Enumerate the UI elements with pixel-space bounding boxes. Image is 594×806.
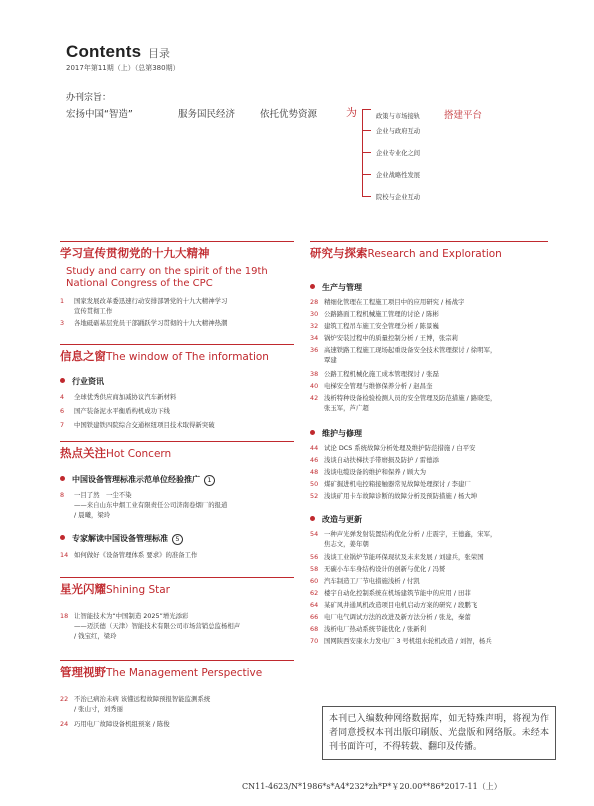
- section-divider: [310, 241, 548, 242]
- list-item[interactable]: 30 公路路面工程机械施工管理的讨论 / 陈彬: [310, 310, 439, 318]
- list-item[interactable]: 42 浅析特种设备检验检测人员的安全管理及防范措施 / 路晓雯， 张玉军，芦广超: [310, 394, 497, 412]
- bullet-icon: [310, 516, 315, 521]
- section-title-research: 研究与探索Research and Exploration: [310, 246, 502, 260]
- list-item[interactable]: 50 煤矿掘进机电控箱接触器常见故障处理探讨 / 李建厂: [310, 480, 471, 488]
- category-heading: 维护与修理: [310, 428, 362, 439]
- section-title-info-window: 信息之窗The window of The information: [60, 349, 269, 363]
- list-item[interactable]: 54 一种声光弹发射装置结构优化分析 / 庄震宇，王德鑫，宋军， 焦志文，姜年朝: [310, 530, 497, 548]
- list-item[interactable]: 4 全球优秀供应商加减协议汽车新材料: [60, 393, 177, 401]
- list-item[interactable]: 3 各地砥砺基层党员干部踊跃学习贯彻的十九大精神热潮: [60, 319, 228, 327]
- list-item[interactable]: 22 不治已病治未病 该懂远程故障预报智能监测系统 / 张山寸，刘秀丽: [60, 695, 211, 713]
- bullet-icon: [60, 476, 65, 481]
- slogan-part-3: 依托优势资源: [260, 109, 318, 120]
- section-divider: [60, 344, 294, 345]
- publication-code: CN11-4623/N*1986*s*A4*232*zh*P*￥20.00**86*2017-11（上）: [242, 782, 502, 791]
- list-item[interactable]: 52 浅谈矿用卡车故障诊断的故障分析及预防措施 / 杨大坤: [310, 492, 478, 500]
- branch-item: 企业与政府互动: [376, 128, 421, 135]
- section-divider: [60, 241, 294, 242]
- list-item[interactable]: 24 巧用电厂故障设备机组预案 / 陈俊: [60, 720, 170, 728]
- list-item[interactable]: 66 电厂电气调试方法的改进及新方法分析 / 张龙，秦蕾: [310, 613, 471, 621]
- bullet-icon: [60, 378, 65, 383]
- slogan-part-2: 服务国民经济: [178, 109, 236, 120]
- list-item[interactable]: 62 楼宇自动化控制系统在机场建筑节能中的应用 / 田菲: [310, 589, 471, 597]
- section-title-hot-concern: 热点关注Hot Concern: [60, 446, 172, 460]
- build-platform-text: 搭建平台: [444, 110, 483, 121]
- list-item[interactable]: 64 某矿风井通风机改造项目电机启动方案的研究 / 段鹏飞: [310, 601, 478, 609]
- list-item[interactable]: 34 锅炉安装过程中的质量控制分析 / 王博，张宗莉: [310, 334, 459, 342]
- branch-item: 政策与市场接轨: [376, 113, 421, 120]
- bullet-icon: [310, 430, 315, 435]
- section-title-study: 学习宣传贯彻党的十九大精神: [60, 246, 210, 260]
- list-item[interactable]: 28 精细化管理在工程施工项目中的应用研究 / 杨战宇: [310, 298, 465, 306]
- mission-label: 办刊宗旨：: [66, 93, 112, 103]
- branch-item: 院校与企业互动: [376, 194, 421, 201]
- section-divider: [60, 660, 294, 661]
- section-title-management: 管理视野The Management Perspective: [60, 665, 263, 679]
- list-item[interactable]: 32 建筑工程吊车施工安全管理分析 / 陈景巍: [310, 322, 439, 330]
- copyright-notice-box: [322, 706, 556, 760]
- category-heading: 改造与更新: [310, 514, 362, 525]
- section-divider: [60, 441, 294, 442]
- list-item[interactable]: 1 国家发展改革委迅速行动安排部署党的十九大精神学习 宣传贯彻工作: [60, 297, 228, 315]
- list-item[interactable]: 14 如何做好《设备管理体系 要求》的准备工作: [60, 551, 198, 559]
- list-item[interactable]: 38 公路工程机械化施工成本管理探讨 / 张磊: [310, 370, 439, 378]
- slogan-wei: 为: [346, 106, 357, 119]
- list-item[interactable]: 48 浅谈电缆设备的维护和保养 / 顾大为: [310, 468, 427, 476]
- list-item[interactable]: 40 电梯安全管理与维修保养分析 / 赵昌奎: [310, 382, 433, 390]
- series-number-badge: 5: [172, 534, 183, 545]
- list-item[interactable]: 46 浅谈自动扶梯扶手带磨损及防护 / 雷德添: [310, 456, 439, 464]
- list-item[interactable]: 58 无碳小车车身结构设计的创新与优化 / 冯赟: [310, 565, 446, 573]
- list-item[interactable]: 36 高速铁路工程施工现场起重设备安全技术管理探讨 / 徐明军， 覃建: [310, 346, 497, 364]
- branch-item: 企业专业化之间: [376, 150, 421, 157]
- bullet-icon: [310, 284, 315, 289]
- copyright-notice-text: 本刊已入编数种网络数据库，如无特殊声明，将视为作者同意授权本刊出版印刷版、光盘版和网络版。未经本刊书面许可，不得转载、翻印及传播。: [329, 714, 549, 752]
- mission-bracket: [362, 109, 369, 197]
- list-item[interactable]: 70 国网陕西安康水力发电厂 3 号机组水轮机改造 / 刘智，杨兵: [310, 637, 492, 645]
- section-title-study-en: Study and carry on the spirit of the 19th National Congress of the CPC: [66, 266, 268, 289]
- list-item[interactable]: 7 中国铁建铁四院综合交通枢纽项目技术取得新突破: [60, 421, 215, 429]
- list-item[interactable]: 68 浅析电厂热动系统节能优化 / 张新利: [310, 625, 427, 633]
- contents-title: Contents: [66, 42, 142, 61]
- list-item[interactable]: 44 试论 DCS 系统故障分析处理及维护防范措施 / 白平安: [310, 444, 476, 452]
- bullet-icon: [60, 535, 65, 540]
- category-heading: 专家解读中国设备管理标准 5: [60, 533, 183, 545]
- series-number-badge: 1: [204, 475, 215, 486]
- list-item[interactable]: 8 一目了然 一尘不染 ——来自山东中烟工业有限责任公司济南卷烟厂的报道 / 晨曦，梁玲: [60, 491, 228, 519]
- issue-number: 2017年第11期（上）（总第380期）: [66, 64, 180, 72]
- section-divider: [60, 577, 294, 578]
- list-item[interactable]: 18 让智能技术为“中国制造 2025”增光添彩 ——迈沃德（天津）智能技术有限公司市场营销总监杨相声 / 钱宝红，梁玲: [60, 612, 241, 640]
- category-heading: 中国设备管理标准示范单位经验推广 1: [60, 474, 215, 486]
- list-item[interactable]: 56 浅谈工业锅炉节能环保现状及未来发展 / 刘建兵，张荣国: [310, 553, 484, 561]
- section-title-shining-star: 星光闪耀Shining Star: [60, 582, 170, 596]
- slogan-part-1: 宏扬中国“智造”: [66, 109, 133, 120]
- category-heading: 生产与管理: [310, 282, 362, 293]
- list-item[interactable]: 6 国产装备泥水平衡盾构机成功下线: [60, 407, 170, 415]
- category-heading: 行业资讯: [60, 376, 104, 387]
- branch-item: 企业战略性发展: [376, 172, 421, 179]
- list-item[interactable]: 60 汽车制造工厂节电措施浅析 / 付凯: [310, 577, 420, 585]
- contents-title-cn: 目录: [148, 47, 170, 60]
